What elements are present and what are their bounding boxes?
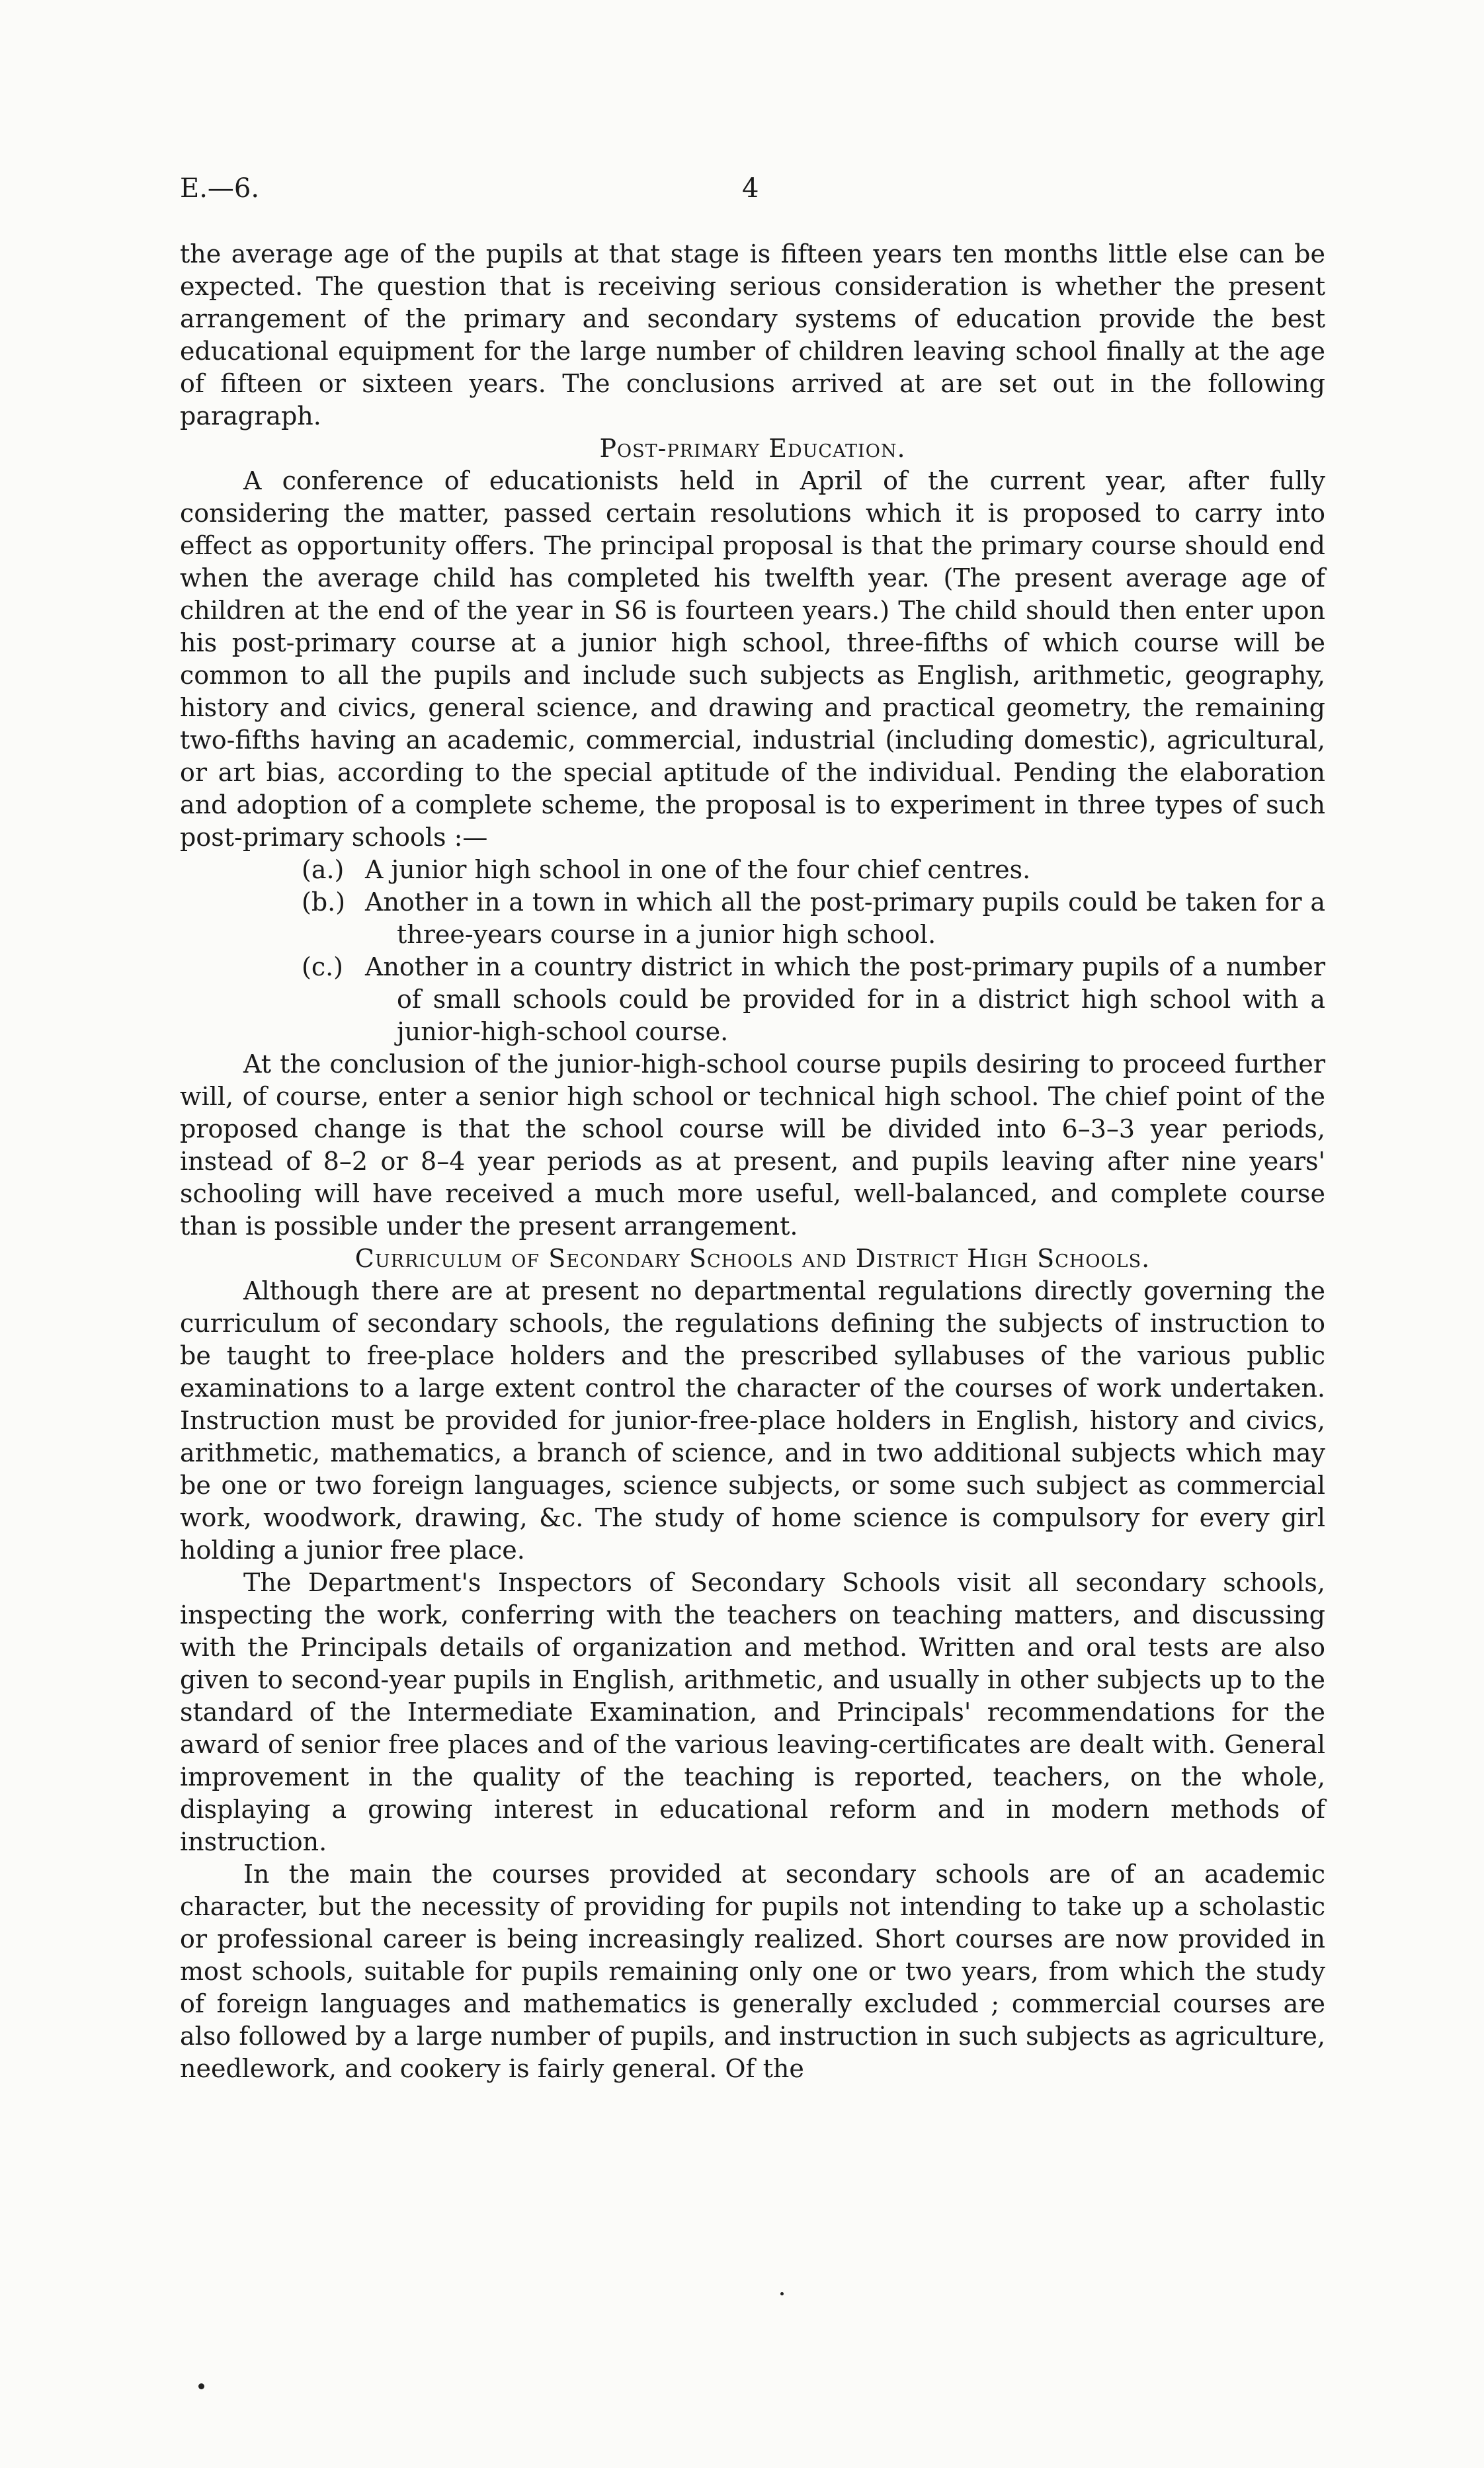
section-heading-curriculum: Curriculum of Secondary Schools and District High Schools. [354,1244,1151,1273]
ink-speck [198,2383,204,2389]
paragraph-courses: In the main the courses provided at secondary schools are of an academic character, but the necessity of providing for pupils not intending to take up a scholastic or professional career is being increasingly realized. Short courses are now provided in most schools, suitable for pupils remaining only one or two years, from which the study of foreign languages and mathematics is generally excluded ; commercial courses are also followed by a large number of pupils, and instruction in such subjects as agriculture, needlework, and cookery is fairly general. Of the [180,1860,1325,2083]
list-item-text: Another in a country district in which the post-primary pupils of a number of small schools could be provided for in a district high school with a junior-high-school course. [365,952,1325,1046]
list-item [180,854,1325,886]
paragraph-conference: A conference of educationists held in April of the current year, after fully considering the matter, passed certain resolutions which it is proposed to carry into effect as opportunity offers. The principal proposal is that the primary course should end when the average child has completed his twelfth year. (The present average age of children at the end of the year in S6 is fourteen years.) The child should then enter upon his post-primary course at a junior high school, three-fifths of which course will be common to all the pupils and include such subjects as English, arithmetic, geography, history and civics, general science, and drawing and practical geometry, the remaining two-fifths having an academic, commercial, industrial (including domestic), agricultural, or art bias, according to the special aptitude of the individual. Pending the elaboration and adoption of a complete scheme, the proposal is to experiment in three types of such post-primary schools :— [180,466,1325,852]
school-types-list [180,854,1325,1048]
ink-speck [780,2292,784,2295]
paragraph-continuation: the average age of the pupils at that stage is fifteen years ten months little else can be expected. The question that is receiving serious consideration is whether the present arrangement of the primary and secondary systems of education provide the best educational equipment for the large number of children leaving school finally at the age of fifteen or sixteen years. The conclusions arrived at are set out in the following paragraph. [180,239,1325,431]
list-item-text: A junior high school in one of the four chief centres. [365,855,1031,884]
list-item [180,951,1325,1048]
page-header [180,173,1324,213]
list-marker: (a.) [302,855,345,884]
page-body [180,238,1325,2085]
paragraph-conclusion: At the conclusion of the junior-high-school course pupils desiring to proceed further will, of course, enter a senior high school or technical high school. The chief point of the proposed change is that the school course will be divided into 6–3–3 year periods, instead of 8–2 or 8–4 year periods as at present, and pupils leaving after nine years' schooling will have received a much more useful, well-balanced, and complete course than is possible under the present arrangement. [180,1049,1325,1241]
list-item-text: Another in a town in which all the post-primary pupils could be taken for a three-years course in a junior high school. [365,887,1325,949]
paragraph-inspectors: The Department's Inspectors of Secondary Schools visit all secondary schools, inspecting the work, conferring with the teachers on teaching matters, and discussing with the Principals details of organization and method. Written and oral tests are also given to second-year pupils in English, arithmetic, and usually in other subjects up to the standard of the Intermediate Examination, and Principals' recommendations for the award of senior free places and of the various leaving-certificates are dealt with. General improvement in the quality of the teaching is reported, teachers, on the whole, displaying a growing interest in educational reform and in modern methods of instruction. [180,1568,1325,1856]
list-marker: (c.) [302,952,344,981]
list-item [180,886,1325,951]
page-number: 4 [742,173,759,204]
paragraph-regulations: Although there are at present no departmental regulations directly governing the curriculum of secondary schools, the regulations defining the subjects of instruction to be taught to free-place holders and the prescribed syllabuses of the various public examinations to a large extent control the character of the courses of work undertaken. Instruction must be provided for junior-free-place holders in English, history and civics, arithmetic, mathematics, a branch of science, and in two additional subjects which may be one or two foreign languages, science subjects, or some such subject as commercial work, woodwork, drawing, &c. The study of home science is compulsory for every girl holding a junior free place. [180,1276,1325,1565]
list-marker: (b.) [302,887,346,917]
document-reference: E.—6. [180,173,260,204]
section-heading-post-primary: Post-primary Education. [599,434,906,463]
